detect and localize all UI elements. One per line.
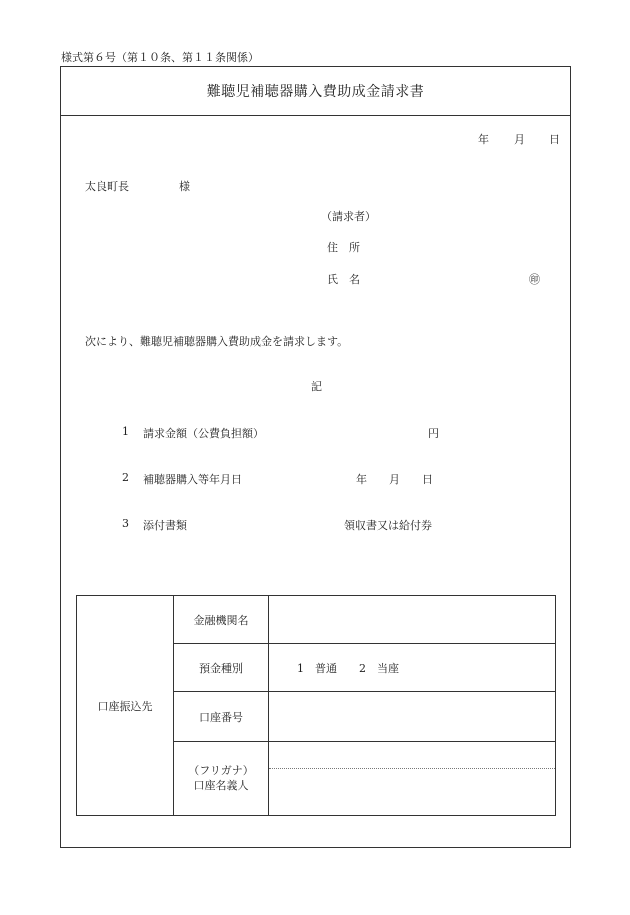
item-number: 2	[122, 471, 129, 484]
account-holder-field[interactable]	[269, 769, 555, 815]
request-statement: 次により、難聴児補聴器購入費助成金を請求します。	[85, 335, 349, 348]
item-value: 円	[428, 427, 439, 440]
bank-account-table	[76, 595, 556, 816]
form-number-label: 様式第６号（第１０条、第１１条関係）	[61, 51, 259, 64]
form-title: 難聴児補聴器購入費助成金請求書	[206, 84, 425, 100]
ki-heading: 記	[311, 380, 322, 393]
section-label: 口座振込先	[77, 596, 174, 816]
item-label: 添付書類	[143, 519, 187, 532]
item-number: 1	[122, 425, 129, 438]
field-label: 口座番号	[174, 692, 269, 741]
addressee-name: 太良町長	[85, 180, 129, 193]
furigana-field[interactable]	[269, 742, 555, 769]
field-label	[174, 741, 269, 815]
furigana-label: （フリガナ）	[188, 764, 254, 778]
item-number: 3	[122, 517, 129, 530]
seal-mark: ㊞	[529, 273, 540, 286]
account-holder-cell	[269, 741, 556, 815]
item-label: 請求金額（公費負担額）	[143, 427, 264, 440]
date-month: 月	[514, 133, 525, 146]
address-label: 住 所	[327, 241, 360, 254]
item-value: 年 月 日	[356, 473, 433, 486]
requester-label: （請求者）	[321, 210, 376, 223]
account-number-field[interactable]	[269, 692, 556, 741]
account-holder-label: 口座名義人	[193, 779, 249, 793]
item-value: 領収書又は給付券	[344, 519, 432, 532]
title-row	[61, 67, 570, 116]
date-year: 年	[478, 133, 489, 146]
item-label: 補聴器購入等年月日	[143, 473, 242, 486]
deposit-type-field[interactable]: 1 普通 2 当座	[269, 644, 556, 692]
bank-name-field[interactable]	[269, 596, 556, 644]
field-label: 金融機関名	[174, 596, 269, 644]
account-holder-split	[269, 742, 555, 815]
table-row	[77, 596, 556, 644]
field-label: 預金種別	[174, 644, 269, 692]
name-label: 氏 名	[327, 273, 360, 286]
date-day: 日	[549, 133, 560, 146]
addressee-honorific: 様	[179, 180, 190, 193]
